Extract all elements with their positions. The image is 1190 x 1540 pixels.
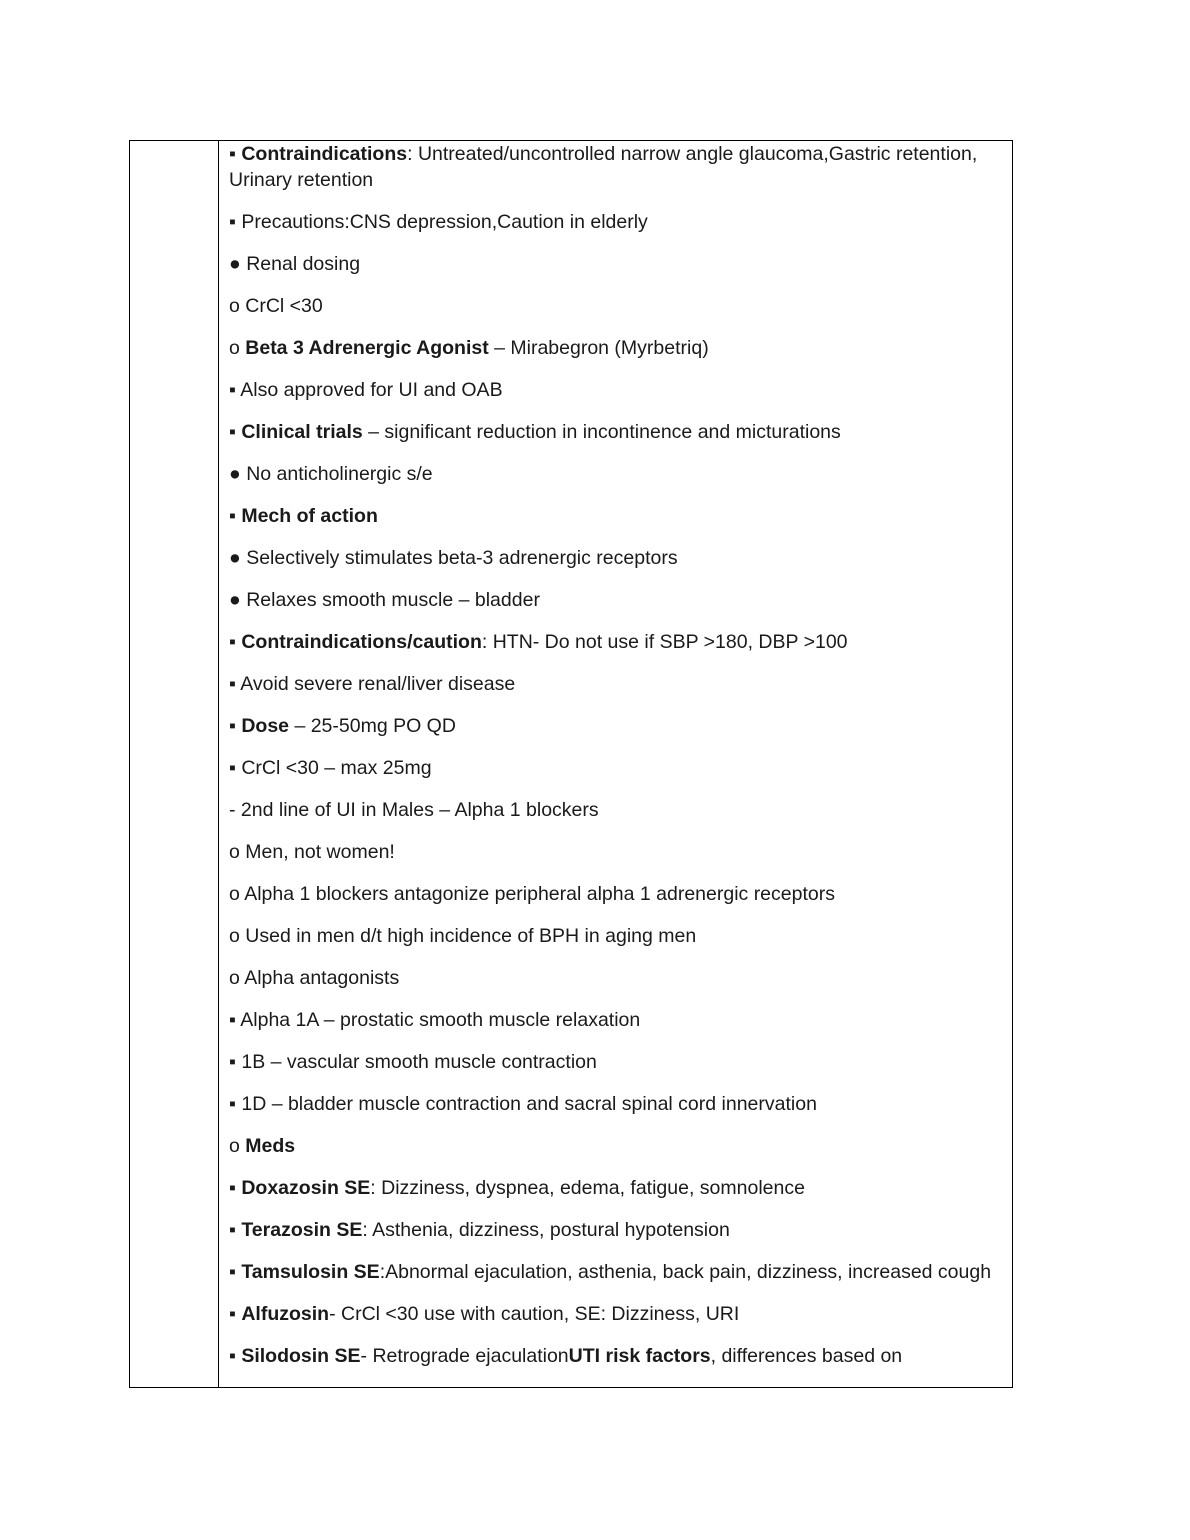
list-bullet: ▪ (229, 714, 242, 737)
list-item (229, 672, 1006, 698)
list-item-text: : HTN- Do not use if SBP >180, DBP >100 (481, 630, 848, 653)
list-bullet: ▪ (229, 1050, 242, 1073)
list-item-bold: Dose (241, 714, 290, 737)
list-item-text: – 25-50mg PO QD (289, 714, 456, 737)
table-left-cell (130, 141, 219, 1387)
list-item (229, 210, 1006, 236)
list-item (229, 546, 1006, 572)
list-item-text: : Asthenia, dizziness, postural hypotension (362, 1218, 730, 1241)
list-item (229, 882, 1006, 908)
list-bullet: o (229, 966, 245, 989)
list-item-bold: Meds (245, 1134, 296, 1157)
list-item-text: Alpha 1A – prostatic smooth muscle relaxation (240, 1008, 641, 1031)
list-item-text: Renal dosing (246, 252, 361, 275)
list-item (229, 966, 1006, 992)
list-item-text: 2nd line of UI in Males – Alpha 1 blockers (240, 798, 599, 821)
list-item (229, 378, 1006, 404)
list-item-bold: Contraindications/caution (241, 630, 482, 653)
list-bullet: ● (229, 252, 247, 275)
list-bullet: o (229, 882, 245, 905)
list-item (229, 294, 1006, 320)
list-bullet: ▪ (229, 1302, 242, 1325)
list-item-bold: Mech of action (241, 504, 378, 527)
list-bullet: o (229, 294, 246, 317)
list-item-bold: Alfuzosin (241, 1302, 330, 1325)
list-item-text: Alpha antagonists (244, 966, 400, 989)
list-item (229, 462, 1006, 488)
list-item-text: No anticholinergic s/e (246, 462, 433, 485)
list-item (229, 1218, 1006, 1244)
list-bullet: ▪ (229, 210, 242, 233)
list-item (229, 1134, 1006, 1160)
last-line-bold-1: Silodosin SE (241, 1344, 361, 1367)
list-bullet: o (229, 924, 246, 947)
list-item-text: CrCl <30 (245, 294, 323, 317)
list-item (229, 840, 1006, 866)
list-bullet: ● (229, 588, 247, 611)
list-bullet: ▪ (229, 1176, 242, 1199)
list-bullet: ▪ (229, 378, 241, 401)
list-item-text: – significant reduction in incontinence and micturations (362, 420, 841, 443)
list-item (229, 1050, 1006, 1076)
list-item-text: – Mirabegron (Myrbetriq) (488, 336, 709, 359)
last-line-bold-2: UTI risk factors (568, 1344, 711, 1367)
list-item-bold: Tamsulosin SE (241, 1260, 380, 1283)
list-item-text: Precautions:CNS depression,Caution in elderly (241, 210, 648, 233)
list-bullet: ▪ (229, 630, 242, 653)
list-bullet: ● (229, 546, 247, 569)
list-bullet: ▪ (229, 504, 242, 527)
list-item-text: Men, not women! (245, 840, 395, 863)
list-bullet: ▪ (229, 143, 242, 165)
list-item (229, 630, 1006, 656)
list-item (229, 1302, 1006, 1328)
list-item-text: 1B – vascular smooth muscle contraction (241, 1050, 597, 1073)
list-item-text: Relaxes smooth muscle – bladder (246, 588, 540, 611)
list-item (229, 714, 1006, 740)
list-item-bold: Beta 3 Adrenergic Agonist (245, 336, 489, 359)
list-item-bold: Terazosin SE (241, 1218, 363, 1241)
notes-table (129, 140, 1013, 1388)
list-item-bold: Clinical trials (241, 420, 363, 443)
list-item-text: : Untreated/uncontrolled narrow angle glaucoma,Gastric retention, Urinary retention (229, 143, 978, 191)
list-item-text: Used in men d/t high incidence of BPH in aging men (245, 924, 697, 947)
list-item (229, 142, 1006, 193)
list-bullet: o (229, 840, 246, 863)
list-bullet: o (229, 336, 246, 359)
list-item (229, 1092, 1006, 1118)
list-item-text: Avoid severe renal/liver disease (240, 672, 516, 695)
table-content-cell (219, 141, 1012, 1387)
list-item-bold: Doxazosin SE (241, 1176, 371, 1199)
list-item (229, 504, 1006, 530)
list-bullet: ● (229, 462, 247, 485)
list-item (229, 924, 1006, 950)
last-line-text-2: , differences based on (710, 1344, 903, 1367)
list-bullet: ▪ (229, 420, 242, 443)
list-item (229, 1008, 1006, 1034)
list-item-text: :Abnormal ejaculation, asthenia, back pain, dizziness, increased cough (379, 1260, 992, 1283)
list-item-text: 1D – bladder muscle contraction and sacral spinal cord innervation (241, 1092, 817, 1115)
list-bullet: o (229, 1134, 246, 1157)
list-item (229, 1176, 1006, 1202)
list-bullet: ▪ (229, 1008, 241, 1031)
list-bullet: ▪ (229, 1260, 242, 1283)
list-item (229, 1260, 1006, 1286)
last-line-text-1: - Retrograde ejaculation (360, 1344, 569, 1367)
list-item (229, 588, 1006, 614)
list-item-text: CrCl <30 – max 25mg (241, 756, 432, 779)
list-item (229, 420, 1006, 446)
list-item (229, 798, 1006, 824)
list-bullet: ▪ (229, 756, 242, 779)
list-item-text: Also approved for UI and OAB (240, 378, 503, 401)
list-item (229, 336, 1006, 362)
last-line-bullet: ▪ (229, 1344, 242, 1367)
list-item-text: Selectively stimulates beta-3 adrenergic receptors (246, 546, 678, 569)
list-item-text: - CrCl <30 use with caution, SE: Dizziness, URI (329, 1302, 740, 1325)
list-bullet: - (229, 798, 241, 821)
list-bullet: ▪ (229, 672, 241, 695)
list-item-bold: Contraindications (241, 143, 408, 165)
list-item-text: : Dizziness, dyspnea, edema, fatigue, somnolence (370, 1176, 805, 1199)
last-line (229, 1344, 1006, 1370)
list-item (229, 252, 1006, 278)
list-item (229, 756, 1006, 782)
list-bullet: ▪ (229, 1092, 242, 1115)
list-bullet: ▪ (229, 1218, 242, 1241)
list-item-text: Alpha 1 blockers antagonize peripheral alpha 1 adrenergic receptors (244, 882, 835, 905)
